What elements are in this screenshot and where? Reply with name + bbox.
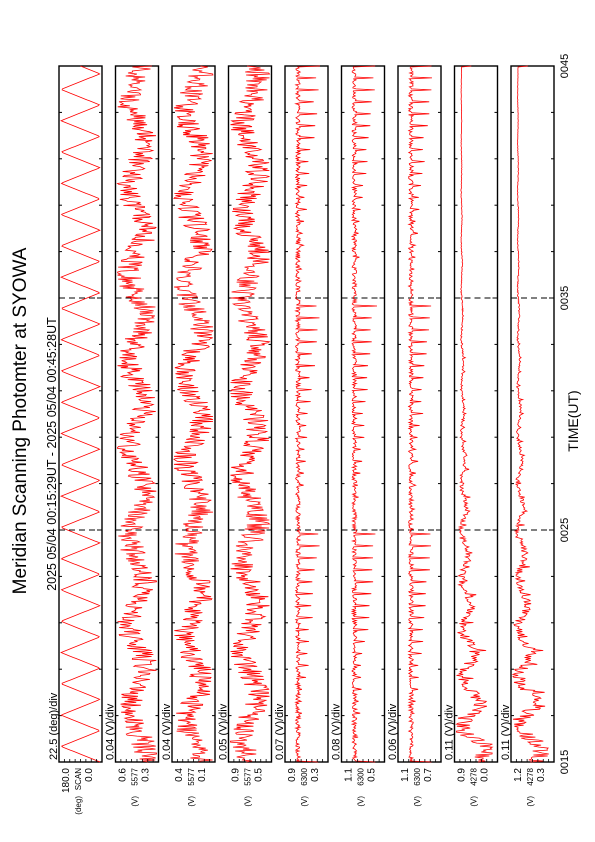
value-tick-label: 0.3: [310, 768, 321, 782]
panel-scale-label: 0.04 (V)/div: [161, 703, 173, 760]
unit-label: (V): [187, 796, 196, 807]
value-tick-label: 0.9: [287, 768, 298, 782]
value-tick-label: 1.1: [343, 768, 355, 782]
channel-label: SCAN: [74, 768, 83, 791]
channel-label: 6300: [356, 768, 366, 786]
panel-scale-label: 0.05 (V)/div: [217, 703, 230, 760]
channel-label: 6300: [300, 768, 309, 786]
panel-scale-label: 0.04 (V)/div: [104, 703, 117, 760]
value-tick-label: 0.4: [174, 768, 185, 782]
panel-frame: [59, 66, 102, 762]
value-tick-label: 0.9: [230, 768, 242, 782]
unit-label: (V): [413, 796, 422, 807]
data-trace: [118, 66, 157, 762]
value-tick-label: 0.5: [366, 768, 378, 782]
value-tick-label: 0.0: [84, 768, 95, 782]
unit-label: (V): [356, 796, 366, 807]
channel-label: 4278: [469, 768, 479, 786]
value-tick-label: 0.0: [479, 768, 491, 782]
value-tick-label: 0.3: [140, 768, 152, 782]
value-tick-label: 1.2: [513, 768, 524, 782]
panel-scale-label: 0.07 (V)/div: [274, 703, 286, 760]
channel-label: 4278: [526, 768, 535, 786]
time-tick-label: 0035: [559, 285, 571, 311]
unit-label: (V): [300, 796, 309, 807]
panel-frame: [511, 66, 554, 762]
channel-label: 6300: [413, 768, 422, 786]
value-tick-label: 180.0: [61, 768, 72, 794]
data-trace: [457, 66, 493, 762]
value-tick-label: 0.6: [117, 768, 129, 782]
panel-scale-label: 22.5 (deg)/div: [48, 692, 60, 760]
panel-frame: [342, 66, 385, 762]
time-tick-label: 0045: [559, 53, 571, 79]
unit-label: (V): [526, 796, 535, 807]
channel-label: 5577: [187, 768, 196, 786]
unit-label: (deg): [74, 796, 83, 815]
value-tick-label: 0.3: [536, 768, 547, 782]
channel-label: 5577: [243, 768, 253, 786]
data-trace: [61, 66, 100, 762]
data-trace: [174, 66, 213, 762]
value-tick-label: 0.9: [456, 768, 468, 782]
data-trace: [296, 66, 320, 762]
data-trace: [352, 66, 377, 762]
panel-scale-label: 0.11 (V)/div: [500, 704, 512, 760]
chart-subtitle: 2025 05/04 00:15:29UT - 2025 05/04 00:45:28UT: [45, 317, 59, 591]
channel-label: 5577: [130, 768, 140, 786]
data-trace: [409, 66, 432, 762]
panel-frame: [285, 66, 328, 762]
x-axis-label: TIME(UT): [565, 390, 581, 452]
value-tick-label: 1.1: [400, 768, 411, 782]
unit-label: (V): [469, 796, 479, 807]
data-trace: [231, 66, 270, 762]
panel-scale-label: 0.08 (V)/div: [330, 703, 343, 760]
panel-scale-label: 0.06 (V)/div: [387, 703, 399, 760]
unit-label: (V): [243, 796, 253, 807]
time-tick-label: 0015: [559, 749, 571, 775]
value-tick-label: 0.1: [197, 768, 208, 782]
panel-scale-label: 0.11 (V)/div: [443, 704, 456, 760]
chart-title: Meridian Scanning Photomter at SYOWA: [10, 247, 31, 595]
time-tick-label: 0025: [559, 517, 571, 543]
value-tick-label: 0.7: [423, 768, 434, 782]
value-tick-label: 0.5: [253, 768, 265, 782]
unit-label: (V): [130, 796, 140, 807]
data-trace: [513, 66, 549, 762]
